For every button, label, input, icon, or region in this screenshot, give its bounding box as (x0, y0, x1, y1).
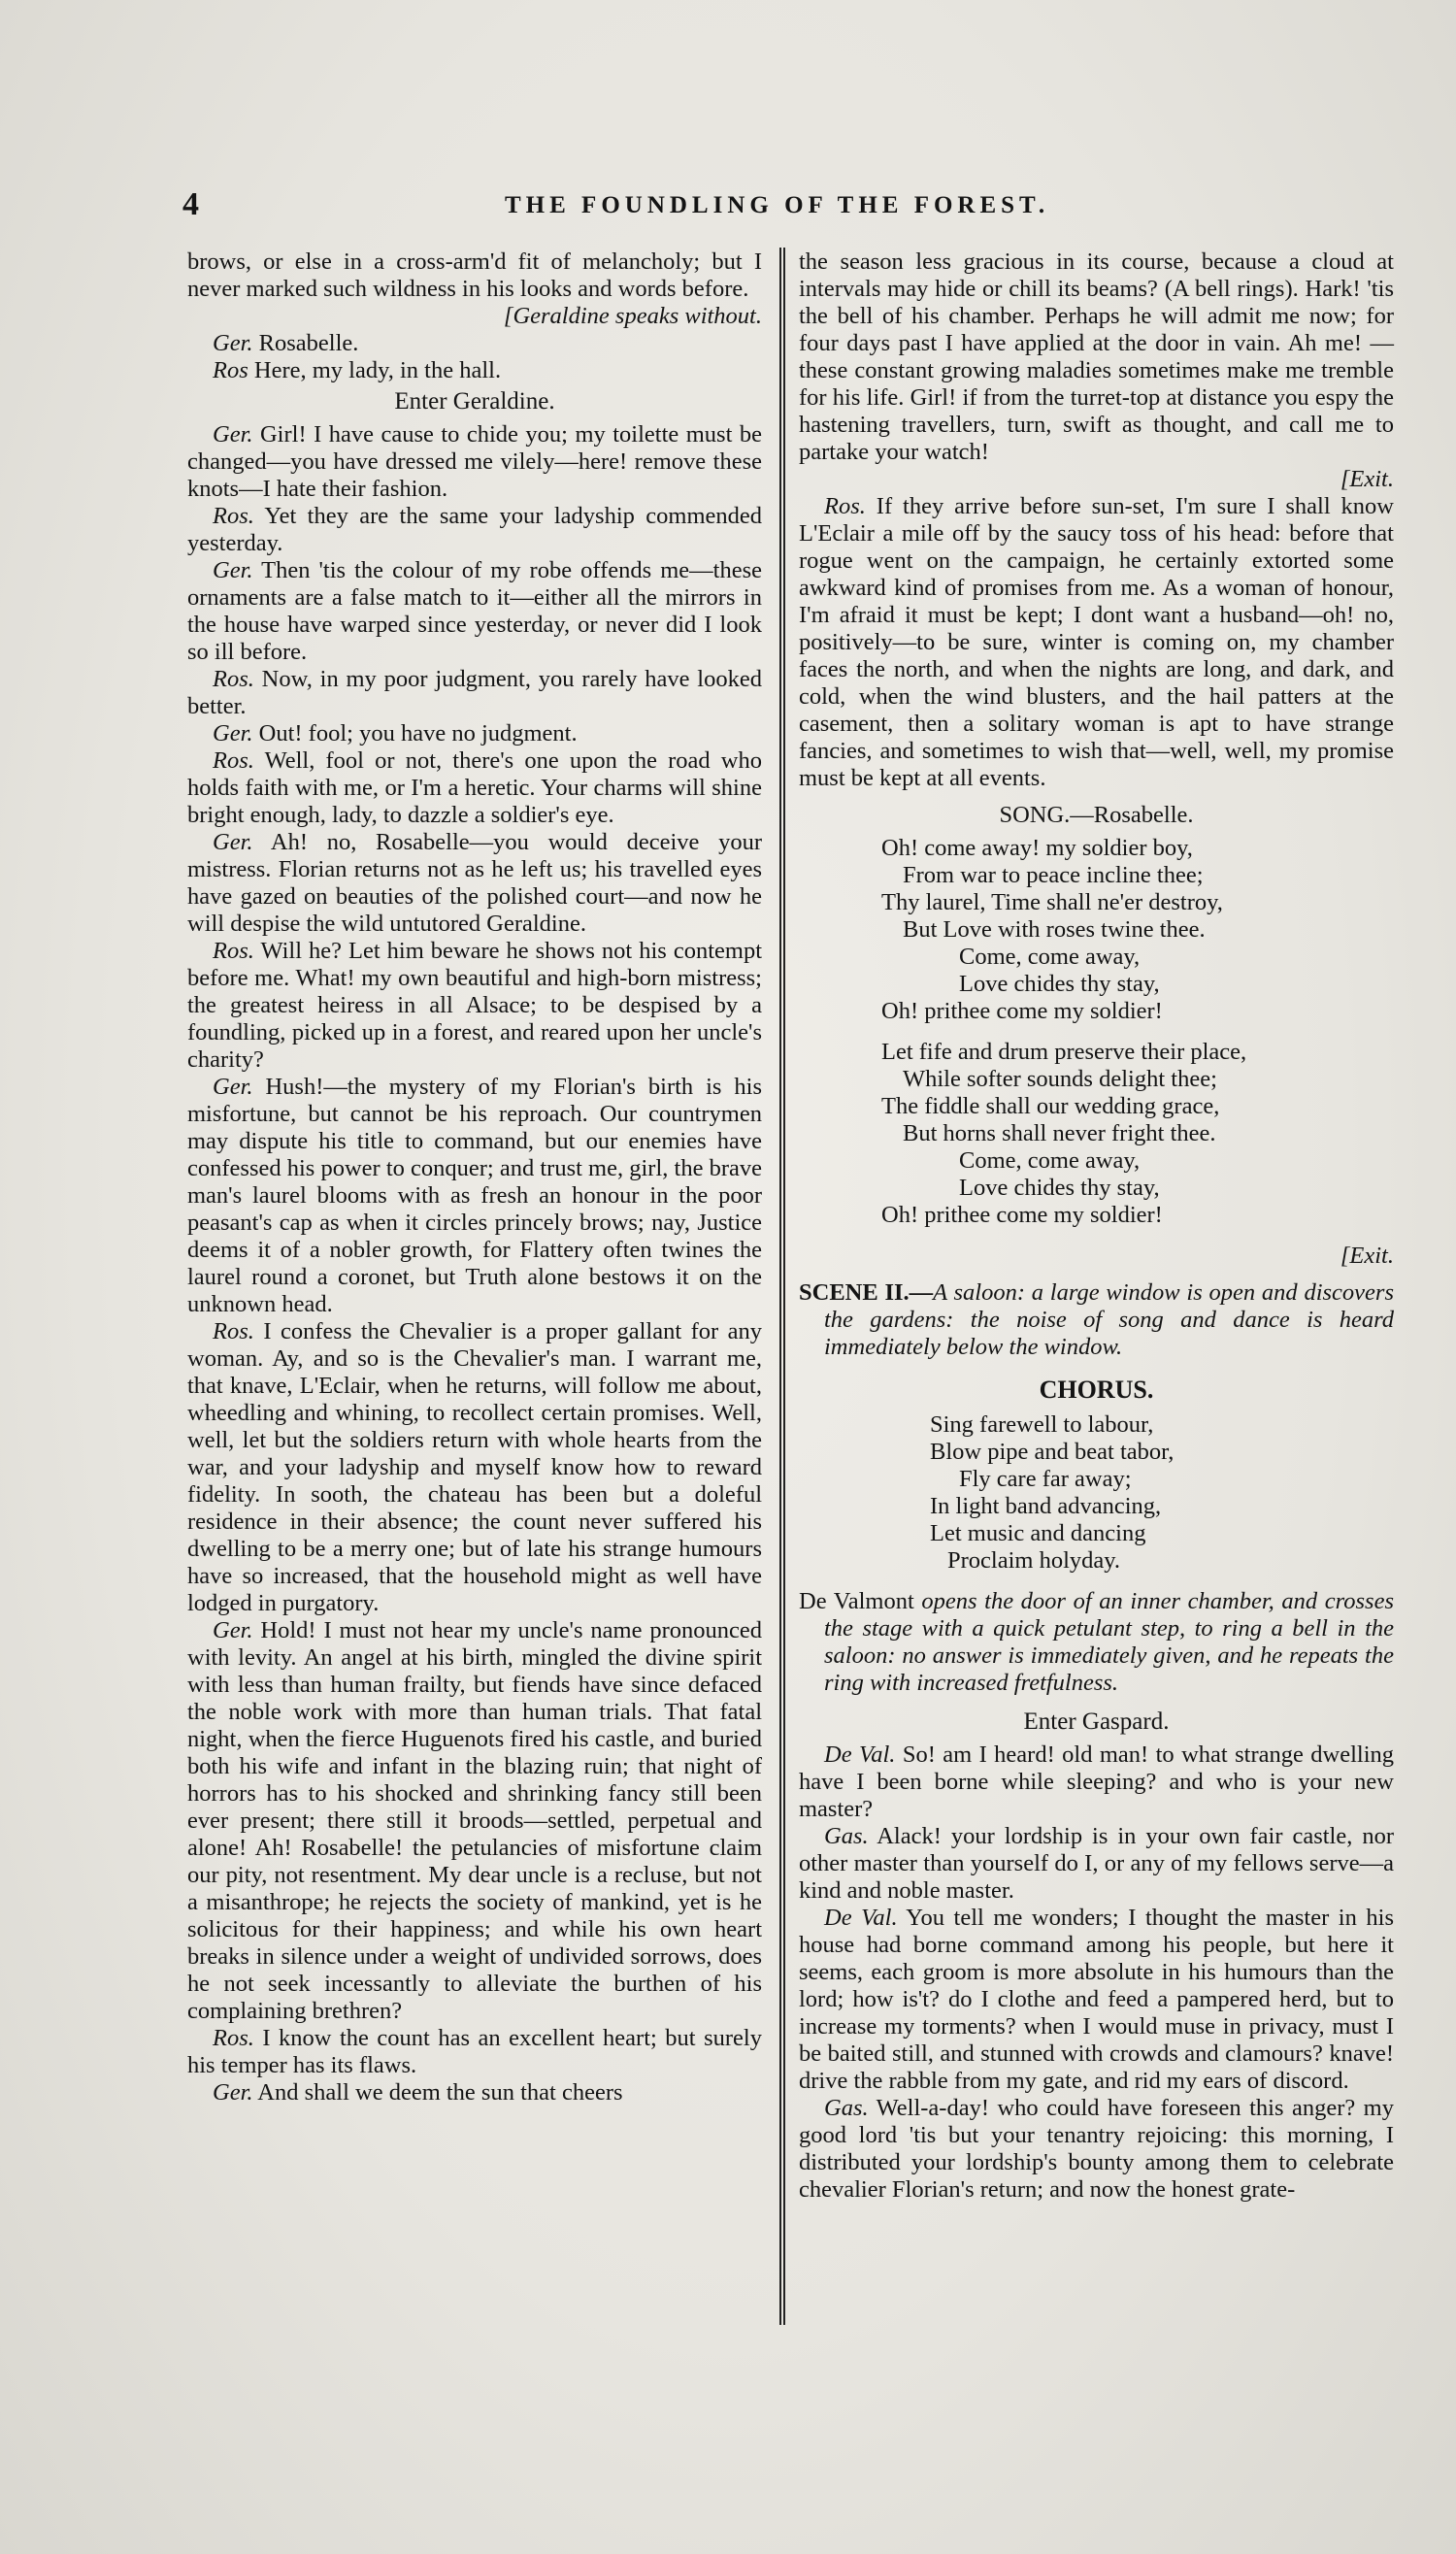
right-column-top (799, 249, 1394, 792)
entrance: Enter Gaspard. (1023, 1708, 1170, 1735)
speech-text: Hold! I must not hear my uncle's name pronounced with levity. An angel at his birth, mingled the divine spirit with less than human frailty, but fiends have since defaced the noble work with more than human trials. That fatal night, when the fierce Huguenots fired his castle, and buried both his wife and infant in the blazing ruin; that night of horrors has to his shocked and shrinking fancy still been ever present; there still it broods—settled, perpetual and alone! Ah! Rosabelle! the petulancies of misfortune claim our pity, not resentment. My dear uncle is a recluse, but not a misanthrope; he rejects the society of mankind, yet is he solicitous for their happiness; and while his own heart breaks in silence under a weight of undivided sorrows, does he not seek incessantly to alleviate the burthen of his complaining brethren? (187, 1617, 762, 2024)
speech (187, 829, 762, 938)
speaker: Ros (213, 357, 248, 383)
speaker: Gas. (824, 1823, 869, 1849)
song-line: Oh! prithee come my soldier! (881, 998, 1163, 1024)
speaker: Ger. (213, 330, 253, 356)
page-number: 4 (182, 186, 199, 222)
speech (799, 1905, 1394, 2095)
speech (187, 1617, 762, 2025)
chorus-line: In light band advancing, (930, 1493, 1162, 1519)
song-line: But Love with roses twine thee. (903, 916, 1206, 943)
speech (187, 747, 762, 829)
speech-text: Alack! your lordship is in your own fair castle, nor other master than yourself do I, or any of my fellows serve—a kind and noble master. (799, 1823, 1394, 1904)
chorus-line: Blow pipe and beat tabor, (930, 1439, 1175, 1465)
speaker: Ger. (213, 1617, 253, 1643)
speaker: Ger. (213, 557, 253, 583)
speech (187, 503, 762, 557)
chorus-line: Fly care far away; (959, 1466, 1132, 1492)
speech-text: If they arrive before sun-set, I'm sure I shall know L'Eclair a mile off by the saucy toss of his head: before that rogue went on the campaign, he certainly extorted some awkward kind of promises from me. As a woman of honour, I'm afraid it must be kept; I dont want a husband—oh! no, positively—to be sure, winter is coming on, my chamber faces the north, and when the nights are long, and dark, and cold, when the wind blusters, and the hail patters at the casement, then a solitary woman is apt to have strange fancies, and sometimes to wish that—well, well, my promise must be kept at all events. (799, 493, 1394, 791)
right-column-bottom (799, 1708, 1394, 2204)
song-verse (881, 835, 1394, 1025)
speaker: Ger. (213, 421, 253, 448)
speech (799, 2095, 1394, 2204)
speech-text: You tell me wonders; I thought the master in his house had borne command among his people, but here it seems, each groom is more absolute in his humours than the lord; how is't? do I clothe and feed a pampered herd, but to increase my torments? when I would muse in privacy, must I be baited still, and stunned with crowds and clamours? knave! drive the rabble from my gate, and rid my ears of discord. (799, 1905, 1394, 2094)
scene-description: A saloon: a large window is open and discovers the gardens: the noise of song and dance is heard immediately below the window. (824, 1279, 1394, 1360)
speech (799, 493, 1394, 792)
speech-text: Yet they are the same your ladyship commended yesterday. (187, 503, 762, 556)
song-line: Come, come away, (959, 944, 1141, 970)
song-line: Let fife and drum preserve their place, (881, 1039, 1247, 1065)
speech-text: Hush!—the mystery of my Florian's birth is his misfortune, but cannot be his reproach. Our countrymen may dispute his title to command, but our enemies have confessed his power to conquer; and trust me, girl, the brave man's laurel blooms with as fresh an honour in the poor peasant's cap as when it circles princely brows; nay, Justice deems it of a nobler growth, for Flattery often twines the laurel round a coronet, but Truth alone bestows it on the unknown head. (187, 1074, 762, 1317)
song-line: Come, come away, (959, 1147, 1141, 1174)
scene-label: SCENE II.— (799, 1279, 934, 1306)
song-line: Love chides thy stay, (959, 1175, 1160, 1201)
direction-name: De Valmont (799, 1588, 914, 1614)
speaker: Gas. (824, 2095, 869, 2121)
speech-text: Ah! no, Rosabelle—you would deceive your mistress. Florian returns not as he left us; his travelled eyes have gazed on beauties of the polished court—and now he will despise the wild untutored Geraldine. (187, 829, 762, 937)
speech (799, 1741, 1394, 1823)
speech-text: Here, my lady, in the hall. (248, 357, 502, 383)
direction-text: opens the door of an inner chamber, and crosses the stage with a quick petulant step, to ring a bell in the saloon: no answer is immediately given, and he repeats the ring with increased fretfulness. (824, 1588, 1394, 1696)
song-line: The fiddle shall our wedding grace, (881, 1093, 1220, 1119)
song-line: Oh! come away! my soldier boy, (881, 835, 1193, 861)
speech-text: I confess the Chevalier is a proper gallant for any woman. Ay, and so is the Chevalier's man. I warrant me, that knave, L'Eclair, when he returns, will follow me about, wheedling and whining, to recollect certain promises. Well, well, let but the soldiers return with whole hearts from the war, and your ladyship and myself know how to reward fidelity. In sooth, the chateau has been but a doleful residence in their absence; the count never suffered his dwelling to be a merry one; but of late his strange humours have so increased, that the household might as well have lodged in purgatory. (187, 1318, 762, 1616)
chorus-lines (799, 1411, 1394, 1575)
speech (187, 421, 762, 503)
speaker: Ger. (213, 1074, 253, 1100)
left-column (187, 249, 762, 2106)
speech (187, 2079, 762, 2106)
speech (187, 938, 762, 1074)
speaker: Ger. (213, 2079, 253, 2106)
speaker: De Val. (824, 1741, 896, 1768)
speech-text: Well-a-day! who could have foreseen this anger? my good lord 'tis but your tenantry rejoicing: this morning, I distributed your lordship's bounty among them to celebrate chevalier Florian's return; and now the honest grate- (799, 2095, 1394, 2203)
speech (187, 330, 762, 357)
speaker: De Val. (824, 1905, 898, 1931)
song-line: While softer sounds delight thee; (903, 1066, 1217, 1092)
song-line: But horns shall never fright thee. (903, 1120, 1216, 1146)
song-line: Love chides thy stay, (959, 971, 1160, 997)
song-title (799, 802, 1394, 829)
chorus-title: CHORUS. (1039, 1376, 1154, 1404)
song-line: Oh! prithee come my soldier! (881, 1202, 1163, 1228)
chorus-line: Proclaim holyday. (947, 1547, 1121, 1574)
stage-direction (799, 1588, 1394, 1697)
text-paragraph: the season less gracious in its course, because a cloud at intervals may hide or chill its beams? (A bell rings). Hark! 'tis the bell of his chamber. Perhaps he will admit me now; for four days past I have applied at the door in vain. Ah me! —these constant growing maladies sometimes make me tremble for his life. Girl! if from the turret-top at distance you espy the hastening travellers, turn, swift as thought, and call me to partake your watch! (799, 249, 1394, 465)
speaker: Ros. (213, 503, 254, 529)
speech (187, 720, 762, 747)
speech-text: I know the count has an excellent heart; but surely his temper has its flaws. (187, 2025, 762, 2078)
speaker: Ros. (213, 2025, 254, 2051)
running-title: THE FOUNDLING OF THE FOREST. (505, 192, 1050, 218)
song-line: Thy laurel, Time shall ne'er destroy, (881, 889, 1223, 915)
scene-heading (799, 1279, 1394, 1361)
speech-text: Girl! I have cause to chide you; my toilette must be changed—you have dressed me vilely—here! remove these knots—I hate their fashion. (187, 421, 762, 502)
speech (799, 1823, 1394, 1905)
speech (187, 357, 762, 384)
speech-text: And shall we deem the sun that cheers (252, 2079, 623, 2106)
speech-text: Rosabelle. (252, 330, 359, 356)
speech (187, 557, 762, 666)
speaker: Ros. (213, 1318, 254, 1344)
text-paragraph: brows, or else in a cross-arm'd fit of melancholy; but I never marked such wildness in his looks and words before. (187, 249, 762, 302)
song-verses (799, 835, 1394, 1229)
speaker: Ger. (213, 720, 253, 746)
speaker: Ger. (213, 829, 253, 855)
song-verse (881, 1039, 1394, 1229)
speech-text: Out! fool; you have no judgment. (252, 720, 578, 746)
speaker: Ros. (213, 938, 254, 964)
speech-text: Then 'tis the colour of my robe offends me—these ornaments are a false match to it—either all the mirrors in the house have warped since yesterday, or never did I look so ill before. (187, 557, 762, 665)
chorus-line: Sing farewell to labour, (930, 1411, 1154, 1438)
chorus-line: Let music and dancing (930, 1520, 1146, 1546)
song-line: From war to peace incline thee; (903, 862, 1204, 888)
speech-text: Now, in my poor judgment, you rarely have looked better. (187, 666, 762, 719)
song-exit: [Exit. (1340, 1243, 1394, 1269)
speech (187, 666, 762, 720)
speech (187, 1318, 762, 1617)
speech-text: So! am I heard! old man! to what strange dwelling have I been borne while sleeping? and who is your new master? (799, 1741, 1395, 1822)
speech (187, 2025, 762, 2079)
speech-text: Will he? Let him beware he shows not his contempt before me. What! my own beautiful and high-born mistress; the greatest heiress in all Alsace; to be despised by a foundling, picked up in a forest, and reared upon her uncle's charity? (187, 938, 762, 1073)
stage-direction-right: [Geraldine speaks without. (503, 303, 762, 329)
speech-text: Well, fool or not, there's one upon the road who holds faith with me, or I'm a heretic. Your charms will shine bright enough, lady, to dazzle a soldier's eye. (187, 747, 762, 828)
speaker: Ros. (213, 747, 254, 774)
speaker: Ros. (824, 493, 866, 519)
right-column (799, 249, 1394, 2204)
entrance: Enter Geraldine. (394, 388, 555, 415)
column-divider (779, 248, 785, 2325)
song-title-text: SONG.—Rosabelle. (999, 802, 1194, 828)
speech (187, 1074, 762, 1318)
speaker: Ros. (213, 666, 254, 692)
stage-direction-right: [Exit. (1340, 466, 1394, 492)
